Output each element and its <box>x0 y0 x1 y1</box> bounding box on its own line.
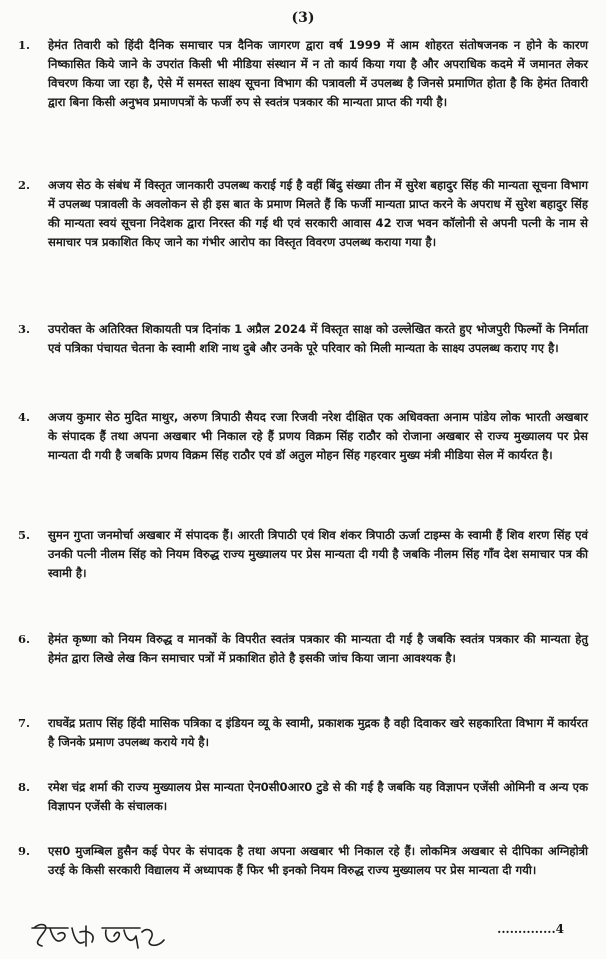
item-text: अजय कुमार सेठ मुदित माथुर, अरुण त्रिपाठी सैयद रजा रिजवी नरेश दीक्षित एक अधिवक्ता अनाम पांडेय लोक भारती अखबार के संपादक हैं तथा अपना अखबार भी निकाल रहे हैं प्रणय विक्रम सिंह राठौर को रोजाना अखबार से राज्य मुख्यालय पर प्रेस मान्यता दी गयी है जबकि प्रणय विक्रम सिंह राठौर एवं डॉ अतुल मोहन सिंह गहरवार मुख्य मंत्री मीडिया सेल में कार्यरत है। <box>48 410 588 462</box>
continuation-marker: ..............4 <box>497 922 564 936</box>
item-text: अजय सेठ के संबंध में विस्तृत जानकारी उपलब्ध कराई गई है वहीं बिंदु संख्या तीन में सुरेश बहादुर सिंह की मान्यता सूचना विभाग में उपलब्ध पत्रावली के अवलोकन से ही इस बात के प्रमाण मिलते हैं कि फर्जी मान्यता प्राप्त करने के अपराध में सुरेश बहादुर सिंह की मान्यता स्वयं सूचना निदेशक द्वारा निरस्त की गई थी एवं सरकारी आवास 42 राज भवन कॉलोनी से अपनी पत्नी के नाम से समाचार पत्र प्रकाशित किए जाने का गंभीर आरोप का विस्तृत विवरण उपलब्ध कराया गया है। <box>48 178 588 249</box>
item-number: 4. <box>18 410 31 424</box>
page-number: (3) <box>291 10 315 26</box>
item-text: राघवेंद्र प्रताप सिंह हिंदी मासिक पत्रिका द इंडियन व्यू के स्वामी, प्रकाशक मुद्रक है वही दिवाकर खरे सहकारिता विभाग में कार्यरत है जिनके प्रमाण उपलब्ध कराये गये है। <box>48 716 588 749</box>
item-number: 5. <box>18 528 31 542</box>
handwritten-signature <box>28 918 178 954</box>
item-text: उपरोक्त के अतिरिक्त शिकायती पत्र दिनांक 1 अप्रैल 2024 में विस्तृत साक्ष को उल्लेखित करते हुए भोजपुरी फिल्मों के निर्माता एवं पत्रिका पंचायत चेतना के स्वामी शशि नाथ दुबे और उनके पूरे परिवार को मिली मान्यता के साक्ष्य उपलब्ध कराए गए है। <box>48 322 588 355</box>
item-text: सुमन गुप्ता जनमोर्चा अखबार में संपादक हैं। आरती त्रिपाठी एवं शिव शंकर त्रिपाठी ऊर्जा टाइम्स के स्वामी हैं शिव शरण सिंह एवं उनकी पत्नी नीलम सिंह को नियम विरुद्ध राज्य मुख्यालय पर प्रेस मान्यता दी गयी है जबकि नीलम सिंह गाँव देश समाचार पत्र की स्वामी है। <box>48 528 588 580</box>
item-text: हेमंत कृष्णा को नियम विरुद्ध व मानकों के विपरीत स्वतंत्र पत्रकार की मान्यता दी गई है जबकि स्वतंत्र पत्रकार की मान्यता हेतु हेमंत द्वारा लिखे लेख किन समाचार पत्रों में प्रकाशित होते है इसकी जांच किया जाना आवश्यक है। <box>48 632 588 665</box>
item-number: 7. <box>18 716 31 730</box>
item-number: 2. <box>18 178 31 192</box>
item-text: एस0 मुजम्बिल हुसैन कई पेपर के संपादक है तथा अपना अखबार भी निकाल रहे हैं। लोकमित्र अखबार से दीपिका अग्निहोत्री उरई के किसी सरकारी विद्यालय में अध्यापक हैं फिर भी इनको नियम विरुद्ध राज्य मुख्यालय पर प्रेस मान्यता दी गयी। <box>48 844 588 877</box>
item-number: 1. <box>18 38 31 52</box>
item-text: हेमंत तिवारी को हिंदी दैनिक समाचार पत्र दैनिक जागरण द्वारा वर्ष 1999 में आम शोहरत संतोषजनक न होने के कारण निष्कासित किये जाने के उपरांत किसी भी मीडिया संस्थान में न तो कार्य किया गया है और अपराधिक कदमे में जमानत लेकर विचरण किया जा रहा है, ऐसे में समस्त साक्ष्य सूचना विभाग की पत्रावली में उपलब्ध है जिनसे प्रमाणित होता है कि हेमंत तिवारी द्वारा बिना किसी अनुभव प्रमाणपत्रों के फर्जी रुप से स्वतंत्र पत्रकार की मान्यता प्राप्त की गयी है। <box>48 38 588 109</box>
item-number: 8. <box>18 780 31 794</box>
item-number: 3. <box>18 322 31 336</box>
item-text: रमेश चंद्र शर्मा की राज्य मुख्यालय प्रेस मान्यता ऐन0सी0आर0 टुडे से की गई है जबकि यह विज्ञापन एजेंसी ओमिनी व अन्य एक विज्ञापन एजेंसी के संचालक। <box>48 780 588 813</box>
item-number: 9. <box>18 844 31 858</box>
item-number: 6. <box>18 632 31 646</box>
